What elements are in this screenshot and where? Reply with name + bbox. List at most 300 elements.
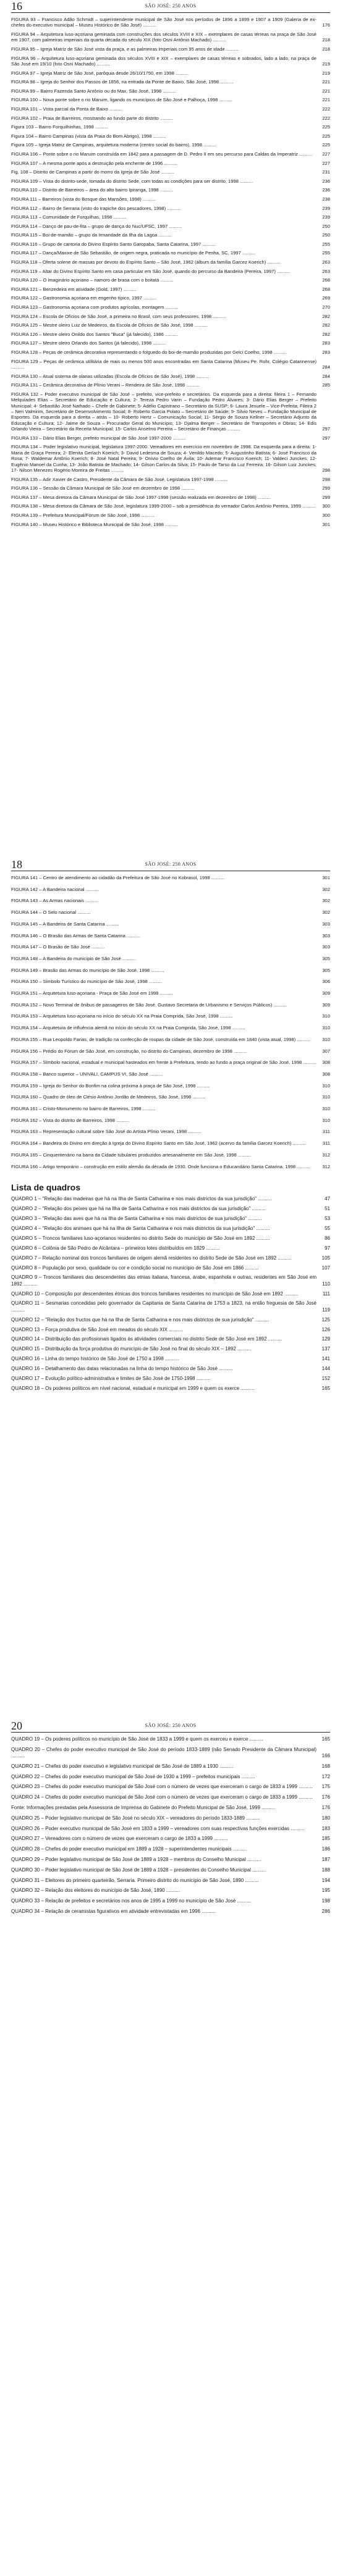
entry-text: FIGURA 161 – Cristo-Monumento no bairro de Barreiros, 1998 ..........: [11, 1106, 156, 1112]
entry-text: FIGURA 164 – Bandeira do Divino em direção à Igreja do Divino Espírito Santo em São José, 1962 (acervo da família Garcez Koerich) ..........: [11, 1140, 306, 1147]
list-entry: [11, 1300, 330, 1313]
entry-page-number: 198: [321, 1898, 330, 1904]
list-entry: [11, 1898, 330, 1904]
entry-text: Figura 105 – Igreja Matriz de Campinas, arquitetura moderna (centro social do bairro), 1998 ..........: [11, 142, 217, 148]
list-entry: [11, 391, 330, 432]
entry-text: FIGURA 122 – Gastronomia açoriana em engenho típico, 1997 ..........: [11, 295, 157, 301]
entry-text: QUADRO 30 – Poder legislativo municipal de São José de 1889 a 1928 – presidentes do Conselho Municipal ..........: [11, 1867, 266, 1873]
entry-page-number: 299: [322, 494, 330, 500]
entry-page-number: 187: [321, 1857, 330, 1863]
list-entry: [11, 1060, 330, 1065]
entry-page-number: 300: [322, 503, 330, 509]
entry-page-number: 311: [322, 1140, 330, 1147]
entry-page-number: 107: [321, 1265, 330, 1271]
entry-text: FIGURA 128 – Peças de cerâmica decorativa representando o folguedo do boi-de-mamão produzidas por Gelci Coelho, 1998 ..........: [11, 349, 287, 355]
entry-page-number: 302: [322, 898, 330, 904]
figure-list: [11, 17, 330, 530]
entry-page-number: 47: [325, 1196, 330, 1202]
entry-text: QUADRO 28 – Chefes do poder executivo municipal em 1889 a 1928 – superintendentes municipais ..........: [11, 1846, 247, 1852]
entry-text: FIGURA 124 – Escola de Ofícios de São José, a primeira no Brasil, com seus professores, 1998 ..........: [11, 313, 226, 319]
entry-page-number: 185: [321, 1836, 330, 1842]
entry-text: FIGURA 158 – Banco superior – UNIVALI, CAMPUS VI, São José ..........: [11, 1071, 163, 1077]
entry-text: FIGURA 123 – Gastronomia açoriana com produtos agrícolas, montagem ..........: [11, 304, 179, 311]
entry-text: QUADRO 9 – Troncos familiares das descendentes das etnias italiana, francesa, árabe, espanhola e outras, residentes em São José em 1892 ..........: [11, 1274, 317, 1287]
entry-text: QUADRO 31 – Eleitores do primeiro quarteirão, Serraria. Primeiro distrito do município de São José, 1890 ..........: [11, 1877, 259, 1883]
entry-page-number: 186: [321, 1846, 330, 1852]
list-entry: [11, 1152, 330, 1158]
entry-text: FIGURA 106 – Ponte sobre o rio Maruim construída em 1842 para a passagem de D. Pedro II em seu percurso para Caldas da Imperatriz ..........: [11, 151, 313, 157]
entry-text: FIGURA 115 – Boi-de-mamão – grupo da Irmandade da Ilha da Lagoa ..........: [11, 232, 172, 238]
entry-page-number: 55: [325, 1225, 330, 1231]
list-entry: [11, 485, 330, 491]
entry-page-number: 165: [321, 1385, 330, 1391]
entry-text: Figura 104 – Bairro Campinas (vista da Praia do Bom Abrigo), 1998 ..........: [11, 133, 166, 139]
entry-text: QUADRO 1 – "Relação das madeiras que há na Ilha de Santa Catharina e nos mais districtos da sua jurisdição" ..........: [11, 1196, 272, 1202]
list-entry: [11, 495, 330, 500]
entry-text: FIGURA 125 – Mestre oleiro Luiz de Medeiros, da Escola de Ofícios de São José, 1998 ..........: [11, 322, 208, 328]
entry-page-number: 194: [321, 1877, 330, 1883]
entry-text: FIGURA 153 – Arquitetura luso-açoriana no início do século XX na Praia Comprida, São José, 1998 ..........: [11, 1013, 233, 1019]
entry-page-number: 97: [325, 1245, 330, 1251]
list-entry: [11, 1164, 330, 1169]
entry-text: QUADRO 6 – Colônia de São Pedro de Alcântara – primeiros lotes distribuídos em 1829 ..........: [11, 1245, 220, 1251]
entry-page-number: 269: [322, 295, 330, 301]
running-head: SÃO JOSÉ: 250 ANOS: [145, 1723, 197, 1728]
entry-text: QUADRO 8 – População por sexo, qualidade ou cor e condição social no município de São José em 1866 ..........: [11, 1265, 259, 1271]
list-entry: [11, 1867, 330, 1873]
entry-page-number: 312: [322, 1152, 330, 1158]
list-entry: [11, 1736, 330, 1742]
list-entry: [11, 1196, 330, 1202]
list-entry: [11, 921, 330, 927]
entry-page-number: 219: [322, 70, 330, 76]
list-entry: [11, 382, 330, 388]
list-entry: [11, 1327, 330, 1333]
entry-page-number: 221: [322, 97, 330, 103]
entry-page-number: 303: [322, 944, 330, 950]
entry-text: FIGURA 166 – Artigo temporário – construção em estilo alemão da década de 1930. Onde funciona o Educandário Santa Catarina, 1998 ..........: [11, 1163, 310, 1169]
list-entry: [11, 1888, 330, 1894]
entry-text: FIGURA 95 – Igreja Matriz de São José vista da praça, e as palmeiras imperiais com 95 anos de idade ..........: [11, 46, 239, 52]
entry-page-number: 268: [322, 277, 330, 283]
page-number: 20: [11, 1720, 22, 1732]
entry-page-number: 255: [322, 250, 330, 256]
list-entry: [11, 322, 330, 328]
entry-text: FIGURA 135 – Adir Xavier de Castro, Presidente da Câmara de São José, Legislatura 1997-1998 ..........: [11, 476, 228, 482]
entry-page-number: 176: [322, 22, 330, 28]
list-entry: [11, 286, 330, 292]
list-entry: [11, 241, 330, 247]
entry-text: FIGURA 126 – Mestre oleiro Onildo dos Santos "Buca" (já falecido), 1986 ..........: [11, 331, 179, 337]
list-entry: [11, 1336, 330, 1342]
entry-text: FIGURA 100 – Nova ponte sobre o rio Maruim, ligando os municípios de São José e Palhoça, 1998 ..........: [11, 97, 232, 103]
page-header: [11, 1720, 330, 1733]
list-entry: [11, 46, 330, 52]
entry-text: FIGURA 160 – Quadro de óleo de Clésio Antônio Jordão de Medeiros, São José, 1998 ..........: [11, 1094, 206, 1100]
list-entry: [11, 933, 330, 939]
entry-text: QUADRO 14 – Distribuição das profissionais ligados às atividades comerciais no distrito Sede de São José em 1892 ..........: [11, 1336, 282, 1342]
entry-page-number: 284: [322, 373, 330, 379]
list-entry: [11, 349, 330, 355]
list-entry: [11, 1118, 330, 1123]
entry-text: QUADRO 10 – Composição por descendentes étnicas dos troncos familiares residentes no município de São José em 1892 ..........: [11, 1290, 299, 1297]
entry-text: QUADRO 3 – "Relação das aves que há na Ilha de Santa Catharina e nos mais districtos de sua jurisdição" ..........: [11, 1216, 262, 1222]
entry-page-number: 126: [321, 1326, 330, 1332]
list-entry: [11, 1857, 330, 1863]
entry-text: FIGURA 152 – Novo Terminal de ônibus de passageiros de São José. Gustavo Secretaria de Urbanismo e Serviços Públicos) ..........: [11, 1002, 287, 1008]
entry-page-number: 263: [322, 259, 330, 266]
list-entry: [11, 444, 330, 473]
entry-page-number: 250: [322, 232, 330, 238]
entry-page-number: 301: [322, 875, 330, 880]
list-entry: [11, 277, 330, 283]
entry-page-number: 310: [322, 1025, 330, 1031]
entry-page-number: 309: [322, 990, 330, 997]
entry-text: QUADRO 2 – "Relação dos peixes que há na Ilha de Santa Catharina e nos mais districtos da sua jurisdição" ..........: [11, 1206, 266, 1212]
entry-text: FIGURA 150 – Símbolo Turístico do município de São José, 1998 ..........: [11, 979, 162, 985]
list-entry: [11, 97, 330, 102]
entry-page-number: 239: [322, 205, 330, 211]
entry-text: FIGURA 144 – O Selo nacional ..........: [11, 910, 91, 916]
list-entry: [11, 898, 330, 903]
entry-page-number: 166: [321, 1753, 330, 1759]
list-entry: [11, 359, 330, 370]
entry-page-number: 238: [322, 196, 330, 202]
entry-page-number: 305: [322, 967, 330, 973]
entry-text: QUADRO 29 – Poder legislativo municipal de São José de 1889 a 1928 – membros do Conselho Municipal ..........: [11, 1857, 261, 1863]
entry-text: FIGURA 111 – Barreiros (vista do Bosque das Mansões, 1998) ..........: [11, 196, 156, 202]
entry-text: QUADRO 25 – Poder legislativo municipal de São José no século XIX – vereadores do período 1833-1889 ..........: [11, 1815, 260, 1821]
entry-text: FIGURA 112 – Bairro de Serraria (visto do trapiche dos pescadores, 1998) ..........: [11, 205, 181, 211]
list-entry: [11, 1140, 330, 1146]
list-entry: [11, 1002, 330, 1008]
entry-page-number: 176: [321, 1805, 330, 1811]
entry-text: FIGURA 155 – Rua Leopoldo Farias, de tradição na confecção de roupas da cidade de São José, construída em 1840 (vista atual, 1998) ..........: [11, 1036, 310, 1042]
entry-page-number: 176: [321, 1794, 330, 1800]
entry-page-number: 311: [322, 1129, 330, 1135]
entry-page-number: 225: [322, 142, 330, 148]
list-entry: [11, 115, 330, 121]
list-entry: [11, 910, 330, 915]
figure-list: [11, 875, 330, 1175]
list-entry: [11, 161, 330, 166]
running-head: SÃO JOSÉ: 250 ANOS: [145, 861, 197, 867]
list-entry: [11, 512, 330, 518]
entry-page-number: 308: [322, 1071, 330, 1077]
entry-page-number: 306: [322, 979, 330, 985]
entry-text: FIGURA 101 – Vista parcial da Ponta de Baixo ..........: [11, 106, 123, 112]
list-entry: [11, 214, 330, 220]
entry-text: FIGURA 146 – O Brasão das Armas de Santa Catarina ..........: [11, 932, 140, 939]
entry-page-number: 125: [321, 1316, 330, 1323]
entry-page-number: 110: [322, 1281, 330, 1287]
entry-page-number: 255: [322, 241, 330, 247]
entry-page-number: 283: [322, 349, 330, 355]
list-entry: [11, 1083, 330, 1089]
entry-page-number: 105: [321, 1255, 330, 1261]
list-entry: [11, 1836, 330, 1842]
entry-page-number: 172: [321, 1773, 330, 1779]
list-entry: [11, 133, 330, 139]
entry-text: QUADRO 34 – Relação de ceramistas figurativos em atividade entrevistadas em 1996 ..........: [11, 1909, 216, 1915]
list-entry: [11, 259, 330, 265]
entry-text: QUADRO 7 – Relação nominal dos troncos familiares de origem alemã residentes no distrito Sede de São José em 1892 ..........: [11, 1255, 292, 1261]
entry-page-number: 152: [321, 1376, 330, 1382]
list-entry: [11, 374, 330, 379]
entry-text: QUADRO 19 – Os poderes políticos no município de São José de 1833 a 1999 e quem os exerceu e exerce ..........: [11, 1736, 263, 1742]
entry-page-number: 183: [321, 1825, 330, 1831]
entry-page-number: 310: [322, 1117, 330, 1123]
page-header: [11, 0, 330, 13]
list-entry: [11, 979, 330, 984]
entry-text: FIGURA 140 – Museu Histórico e Biblioteca Municipal de São José, 1998 ..........: [11, 521, 179, 527]
list-entry: [11, 1071, 330, 1077]
page-number: 18: [11, 858, 22, 871]
entry-page-number: 302: [322, 910, 330, 916]
table-list: [11, 1196, 330, 1395]
list-entry: [11, 187, 330, 193]
list-entry: [11, 314, 330, 319]
entry-page-number: 218: [322, 46, 330, 52]
entry-page-number: 270: [322, 304, 330, 311]
list-entry: [11, 1216, 330, 1222]
list-entry: [11, 435, 330, 441]
entry-page-number: 298: [322, 467, 330, 474]
entry-page-number: 301: [322, 521, 330, 527]
entry-page-number: 111: [322, 1290, 330, 1297]
entry-text: QUADRO 16 – Detalhamento das datas relacionadas na linha do tempo histórico de São José ..........: [11, 1366, 233, 1372]
entry-page-number: 305: [322, 955, 330, 961]
entry-text: FIGURA 145 – A Bandeira de Santa Catarina ..........: [11, 921, 119, 927]
entry-page-number: 308: [322, 1060, 330, 1066]
entry-page-number: 310: [322, 1036, 330, 1042]
entry-text: FIGURA 116 – Grupo de cantoria do Divino Espírito Santo Garopaba, Santa Catarina, 1997 ..........: [11, 241, 216, 247]
list-entry: [11, 1376, 330, 1382]
entry-text: QUADRO 11 – Sesmarias concedidas pelo governador da Capitania de Santa Catarina de 1753 a 1823, na então freguesia de São José ..........: [11, 1300, 317, 1313]
list-entry: [11, 944, 330, 950]
list-entry: [11, 1025, 330, 1031]
list-entry: [11, 1846, 330, 1852]
entry-page-number: 129: [321, 1336, 330, 1342]
entry-text: FIGURA 119 – Altar do Divino Espírito Santo em casa particular em São José, quando do percurso da Bandeira (Pereira, 1997) ..........: [11, 268, 291, 274]
entry-page-number: 141: [321, 1356, 330, 1362]
entry-page-number: 175: [321, 1784, 330, 1790]
list-entry: [11, 70, 330, 76]
list-entry: [11, 1291, 330, 1297]
entry-text: FIGURA 98 – Igreja do Senhor dos Passos de 1856, na entrada da Ponte de Baixo, São José, 1998 ..........: [11, 79, 234, 85]
entry-page-number: 298: [322, 476, 330, 482]
entry-page-number: 225: [322, 133, 330, 139]
entry-text: FIGURA 137 – Mesa diretora da Câmara Municipal de São José 1997-1998 (sessão realizada em dezembro de 1998) ..........: [11, 494, 271, 500]
entry-text: FIGURA 102 – Praia de Barreiros, mostrando ao fundo parte do distrito ..........: [11, 115, 174, 121]
entry-text: QUADRO 33 – Relação de prefeitos e secretários nos anos de 1995 a 1999 no município de São José ..........: [11, 1898, 251, 1904]
entry-page-number: 227: [322, 160, 330, 166]
entry-text: FIGURA 139 – Prefeitura Municipal/Fórum de São José, 1998 ..........: [11, 512, 155, 518]
entry-page-number: 263: [322, 268, 330, 274]
list-entry: [11, 178, 330, 184]
list-entry: [11, 1094, 330, 1100]
entry-text: FIGURA 129 – Peças de cerâmica utilitária de mais ou menos 500 anos encontradas em Santa Catarina (Museu Pe. Rohr, Colégio Catarinense) ..........: [11, 358, 317, 370]
entry-text: FIGURA 94 – Arquitetura luso-açoriana geminada com construções dos séculos XVIII e XIX – exemplares de casas térreas na praça de São José em 1907, com palmeiras imperiais da quarta década do século XIX (foto Osni Antônio Machado) ..........: [11, 31, 317, 43]
list-entry: [11, 196, 330, 202]
entry-page-number: 297: [322, 435, 330, 441]
entry-page-number: 282: [322, 331, 330, 337]
list-entry: [11, 269, 330, 274]
list-entry: [11, 990, 330, 996]
document-page-16: [0, 0, 340, 858]
list-entry: [11, 887, 330, 892]
entry-text: FIGURA 149 – Brasão das Armas do município de São José, 1998 ..........: [11, 967, 164, 973]
entry-page-number: 239: [322, 214, 330, 220]
entry-text: FIGURA 148 – A Bandeira do município de São José ..........: [11, 955, 135, 961]
list-entry: [11, 88, 330, 94]
list-entry: [11, 1784, 330, 1790]
entry-page-number: 86: [325, 1235, 330, 1241]
entry-text: FIGURA 114 – Danço de pau-de-fita – grupo de dança do Nuc/UFSC, 1997 ..........: [11, 223, 182, 229]
list-entry: [11, 142, 330, 148]
list-entry: [11, 522, 330, 527]
entry-page-number: 312: [322, 1163, 330, 1169]
entry-page-number: 119: [322, 1307, 330, 1313]
entry-page-number: 188: [321, 1867, 330, 1873]
entry-text: FIGURA 147 – O Brasão de São José ..........: [11, 944, 105, 950]
entry-page-number: 283: [322, 340, 330, 346]
list-entry: [11, 304, 330, 310]
entry-page-number: 222: [322, 115, 330, 121]
list-entry: [11, 1265, 330, 1271]
section-title: Lista de quadros: [11, 1182, 81, 1193]
entry-page-number: 310: [322, 1094, 330, 1100]
entry-page-number: 282: [322, 313, 330, 319]
list-entry: [11, 477, 330, 482]
entry-page-number: 222: [322, 106, 330, 112]
entry-text: FIGURA 107 – A mesma ponte após a destruição pela enchente de 1996 ..........: [11, 160, 177, 166]
list-entry: [11, 1909, 330, 1915]
entry-page-number: 303: [322, 921, 330, 927]
list-entry: [11, 1878, 330, 1884]
entry-text: FIGURA 162 – Vista do distrito de Barreiros, 1998 ..........: [11, 1117, 130, 1123]
entry-text: FIGURA 133 – Dário Elias Berger, prefeito municipal de São José 1997-2000 ..........: [11, 435, 186, 441]
list-entry: [11, 1274, 330, 1287]
entry-text: QUADRO 16 – Linha do tempo histórico de São José de 1750 a 1998 ..........: [11, 1356, 179, 1362]
list-entry: [11, 1106, 330, 1111]
entry-page-number: 300: [322, 512, 330, 518]
list-entry: [11, 1346, 330, 1352]
list-entry: [11, 206, 330, 211]
list-entry: [11, 1129, 330, 1134]
entry-page-number: 221: [322, 88, 330, 94]
entry-text: FIGURA 157 – Símbolo nacional, estadual e municipal hasteados em frente à Prefeitura, tendo ao fundo a praça original de São José, 1998 ..........: [11, 1060, 317, 1066]
list-entry: [11, 875, 330, 880]
list-entry: [11, 31, 330, 43]
entry-page-number: 236: [322, 178, 330, 184]
entry-text: FIGURA 142 – A Bandeira nacional ..........: [11, 886, 99, 892]
entry-page-number: 165: [321, 1736, 330, 1742]
list-entry: [11, 1805, 330, 1811]
entry-text: QUADRO 32 – Relação dos eleitores do município de São José, 1890 ..........: [11, 1888, 181, 1894]
entry-text: QUADRO 26 – Poder executivo municipal de São José em 1833 a 1999 – vereadores com suas respectivas funções exercidas ..........: [11, 1825, 305, 1831]
entry-text: FIGURA 132 – Poder executivo municipal de São José – prefeito, vice-prefeito e secretários. Da esquerda para a direita: fileira 1 – Fernando Melquíades Elias – Secretário de Educação e Cultura; 2- Tereza Pedro Varin – Fundação Pedro Álvares; 3- Dário Elias Berger – Prefeito Municipal; 4- Sebastião José Nathado – Chefe de Gabinete; 5- Adélio Capistrano – Secretário da SUSP; 6- Laura Jesuele – Vice-Prefeita; Fileira 2 – Neri Valmirim, Secretário de Desenvolvimento Social; 8- Roberto Garcia Polato – Secretário de Saúde; 9- Silvio Neves – Fundação Municipal de Esportes. Da esquerda para a direita – atrás – 10- Roberto Hertz – Comunicação Social; 11- Sérgio de Souza Kellner – Secretário Adjunto da Educação e Cultura; 12- Jaime de Souza – Procurador Geral do Município; 13- Djalma Berger – Secretário de Transportes e Obras; 14- Edis Orlando Vieira – Secretário da Receita Municipal; 15- Carlos Anselmo Pereira – Secretário de Finanças ..........: [11, 391, 317, 432]
entry-text: FIGURA 136 – Sessão da Câmara Municipal de São José em dezembro de 1998 ..........: [11, 485, 195, 491]
list-entry: [11, 1356, 330, 1362]
entry-page-number: 219: [322, 61, 330, 67]
entry-page-number: 231: [322, 169, 330, 175]
entry-page-number: 53: [325, 1216, 330, 1222]
entry-page-number: 144: [321, 1366, 330, 1372]
list-entry: [11, 224, 330, 229]
entry-text: FIGURA 156 – Prédio do Fórum de São José, em construção, no distrito do Campinas, dezembro de 1998 ..........: [11, 1048, 247, 1054]
entry-text: FIGURA 109 – Vista do distrito-sede, tomada do distrito Sede, com todas as condições para ser distrito, 1998 ..........: [11, 178, 253, 184]
entry-page-number: 168: [321, 1763, 330, 1769]
list-entry: [11, 1048, 330, 1054]
entry-text: FIGURA 165 – Cinquentenário na barra da Cidade tubulares produzidos artesanalmente em São José, 1998 ..........: [11, 1152, 251, 1158]
list-entry: [11, 1317, 330, 1323]
list-entry: [11, 232, 330, 238]
entry-text: FIGURA 130 – Atual sistema de olarias utilizadas (Escola de Ofícios de São José), 1998 ..........: [11, 373, 210, 379]
list-entry: [11, 956, 330, 961]
entry-page-number: 225: [322, 124, 330, 130]
list-entry: [11, 56, 330, 67]
entry-text: FIGURA 134 – Poder legislativo municipal, legislatura 1997-2000. Vereadores em exercício em novembro de 1998. Da esquerda para a direita: 1- Maria de Graça Pereira; 2- Elenita Gerlach Koerich; 3- David Ledesma de Souza; 4- Venildo Macedo; 5- Augustinho Batista; 6- José Francisco da Rosa; 7- Waldemar Antônio Koerich; 8- José Natal Pereira; 9- Onivio Coelho de Ávila; 10- Ademar Francisco Koerich; 11- Valdeci Junckes; 12- Eugênio Manoel da Cunha; 13- João Batista de Machado; 14- Gilson Carlos da Silva; 15- Paulo de Tarso da Luz Ferreira; 16- Gilson Luiz Junckes; 17- Nilson Menezes Rogério Moreira de Freitas ..........: [11, 444, 317, 474]
entry-page-number: 299: [322, 485, 330, 491]
entry-text: QUADRO 5 – Troncos familiares luso-açorianos residentes no distrito Sede do município de São José em 1892 ..........: [11, 1235, 270, 1241]
entry-page-number: 221: [322, 79, 330, 85]
entry-text: QUADRO 18 – Os poderes políticos em nível nacional, estadual e municipal em 1999 e quem os exerce ..........: [11, 1385, 255, 1391]
entry-page-number: 297: [322, 426, 330, 432]
entry-text: QUADRO 15 – Distribuição da força produtiva do município de São José no final do século XIX – 1892 ..........: [11, 1346, 252, 1352]
list-entry: [11, 1815, 330, 1821]
entry-text: FIGURA 127 – Mestre oleiro Orlando dos Santos (já falecido), 1998 ..........: [11, 340, 166, 346]
entry-text: FIGURA 159 – Igreja do Senhor do Bonfim na colina próxima à praça de São José, 1998 ..........: [11, 1082, 210, 1089]
list-entry: [11, 1794, 330, 1800]
list-entry: [11, 1013, 330, 1019]
list-entry: [11, 106, 330, 112]
list-entry: [11, 151, 330, 157]
entry-text: FIGURA 97 – Igreja Matriz de São José, parôquia desde 26/10/1750, em 1998 ..........: [11, 70, 189, 76]
list-entry: [11, 1255, 330, 1261]
list-entry: [11, 1386, 330, 1392]
entry-page-number: 303: [322, 932, 330, 939]
entry-text: FIGURA 117 – Dança/Maxixe de São Sebastião, de origem negra, praticada no município de Penha, SC, 1997 ..........: [11, 250, 255, 256]
entry-text: FIGURA 93 – Francisco Adão Schmidt – superintendente municipal de São José nos períodos de 1896 a 1899 e 1907 a 1909 (Galeria de ex-chefes do executivo municipal – Museu Histórico de São José) ..........: [11, 17, 317, 28]
entry-text: FIGURA 118 – Oferta solene de massas por devoto do Espírito Santo – São José, 1962 (álbum da família Garcez Koerich) ..........: [11, 259, 281, 266]
entry-page-number: 286: [321, 1909, 330, 1915]
entry-text: QUADRO 22 – Chefes do poder executivo municipal de São José de 1930 a 1999 – prefeitos municipais ..........: [11, 1773, 255, 1779]
entry-text: FIGURA 120 – O imaginário açoriano – namoro de brasa com o boitatá ..........: [11, 277, 174, 283]
entry-page-number: 195: [321, 1888, 330, 1894]
entry-page-number: 268: [322, 286, 330, 292]
entry-text: FIGURA 131 – Cerâmica decorativa de Plínio Verani – Rendeira de São José, 1998 ..........: [11, 382, 200, 388]
entry-page-number: 282: [322, 322, 330, 328]
entry-text: QUADRO 20 – Chefes do poder executivo municipal de São José do período 1833-1889 (não Senado Presidente da Câmara Municipal) ..........: [11, 1746, 317, 1759]
list-entry: [11, 295, 330, 301]
entry-page-number: 250: [322, 223, 330, 229]
entry-text: FIGURA 113 – Comunidade de Forquilhas, 1998 ..........: [11, 214, 127, 220]
entry-text: QUADRO 17 – Evolução político-administrativa e limites de São José de 1750-1998 ..........: [11, 1376, 210, 1382]
entry-text: QUADRO 4 – "Relação dos animaes que há na Ilha de Santa Catharina e nos mais districtos da sua jurisdição" ..........: [11, 1225, 270, 1231]
list-entry: [11, 1226, 330, 1232]
entry-text: FIGURA 143 – As Armas nacionais ..........: [11, 898, 98, 904]
list-entry: [11, 1037, 330, 1042]
list-entry: [11, 1826, 330, 1832]
list-entry: [11, 1245, 330, 1252]
entry-text: FIGURA 96 – Arquitetura luso-açoriana geminada dos séculos XVIII e XIX – exemplares de casas térreas e sobrados, lado a lado, na praça de São José em 19/10 (foto Osni Machado) ..........: [11, 55, 317, 67]
entry-text: FIGURA 163 – Representação cultural sobre São José do Artista Plínio Verani, 1998 ..........: [11, 1129, 202, 1135]
entry-text: QUADRO 13 – Força produtiva de São José em meados do século XIX ..........: [11, 1326, 183, 1332]
entry-page-number: 310: [322, 1106, 330, 1112]
table-list: [11, 1736, 330, 1919]
entry-text: FIGURA 138 – Mesa diretora da Câmara de São José, legislatura 1999-2000 – sob a presidência do vereador Carlos Antônio Pereira, 1999 ..........: [11, 503, 316, 509]
